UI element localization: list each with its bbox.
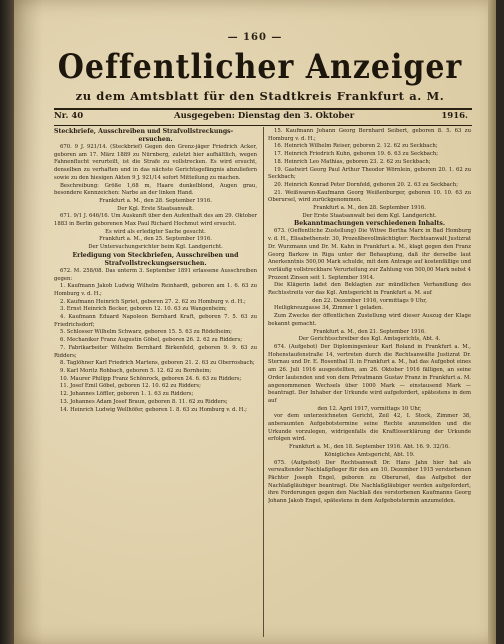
- paragraph: 20. Heinrich Konrad Peter Dornfeld, geboren 20. 2. 63 zu Seckbach;: [274, 181, 458, 188]
- paragraph: 17. Heinrich Friedrich Kuhn, geboren 19. 6. 63 zu Seckbach;: [274, 151, 439, 158]
- paragraph: 1. Kaufmann Jakob Ludwig Wilhelm Reinhardt, geboren am 1. 6. 63 zu Homburg v. d. H.;: [54, 283, 257, 297]
- page-edge: [488, 0, 496, 644]
- signature-line: Der Kgl. Erste Staatsanwalt.: [117, 205, 194, 212]
- paragraph: 2. Kaufmann Heinrich Spriet, geboren 27. 2. 62 zu Homburg v. d. H.;: [60, 298, 246, 305]
- page-number: — 160 —: [227, 32, 283, 43]
- paragraph: 14. Heinrich Ludwig Wellhöfer, geboren 1. 8. 63 zu Homburg v. d. H.;: [60, 406, 247, 413]
- header-bottom-rule: [54, 125, 472, 126]
- paragraph: Heiligkreuzgasse 34, Zimmer 1 geladen.: [274, 305, 384, 312]
- paragraph: 672. M. 258/08. Das unterm 3. September 1891 erlassene Ausschreiben gegen:: [54, 267, 257, 282]
- paragraph: Die Klägerin ladet den Beklagten zur mündlichen Verhandlung des Rechtsstreits vor das Kgl. Amtsgericht in Frankfurt a. M. auf: [268, 282, 471, 297]
- paragraph: 12. Johannes Löffler, geboren 1. 1. 63 zu Ridders;: [60, 391, 194, 398]
- signature-line: Frankfurt a. M., den 28. September 1916.: [313, 205, 426, 212]
- masthead-subtitle: zu dem Amtsblatt für den Stadtkreis Frankfurt a. M.: [75, 89, 445, 103]
- signature-line: Königliches Amtsgericht, Abt. 19.: [324, 451, 415, 458]
- paragraph: 8. Taglöhner Karl Friedrich Martens, geboren 21. 2. 63 zu Oberrosbach;: [60, 360, 255, 367]
- signature-line: den 12. April 1917, vormittags 10 Uhr,: [317, 405, 422, 412]
- paragraph: 4. Kaufmann Eduard Napoleon Bernhard Kraft, geboren 7. 5. 63 zu Friedrichsdorf;: [54, 314, 257, 328]
- issue-date: Ausgegeben: Dienstag den 3. Oktober: [174, 111, 355, 121]
- signature-line: Frankfurt a. M., den 28. September 1916.: [99, 197, 212, 204]
- paragraph: 671. 9/1 J. 646/16. Um Auskunft über den Aufenthalt des am 29. Oktober 1883 in Berlin geborenen Max Paul Richard Hochmut wird ersucht.: [54, 213, 257, 228]
- signature-line: Frankfurt a. M., den 18. September 1916. Abt. 16. 9. 32/16.: [289, 444, 450, 451]
- paragraph: 5. Schlosser Wilhelm Schwarz, geboren 15. 5. 63 zu Rödelheim;: [60, 329, 232, 336]
- paragraph: Zum Zwecke der öffentlichen Zustellung wird dieser Auszug der Klage bekannt gemacht.: [268, 313, 471, 327]
- newspaper-page: [14, 0, 496, 644]
- left-column: [54, 128, 257, 414]
- signature-line: Der Gerichtsschreiber des Kgl. Amtsgerichts, Abt. 4.: [298, 336, 441, 343]
- signature-line: den 22. Dezember 1916, vormittags 9 Uhr,: [312, 297, 427, 304]
- signature-line: Es wird als erledigter Sache gesucht.: [105, 228, 206, 235]
- section-heading: Steckbriefe, Ausschreiben und Strafvollstreckungs-: [54, 128, 234, 135]
- paragraph: 21. Weißwaren-Kaufmann Georg Weißenburger, geboren 10. 10. 63 zu Oberursel, wird zurückgenommen.: [268, 189, 471, 204]
- masthead-title: Oeffentlicher Anzeiger: [57, 47, 463, 88]
- signature-line: Frankfurt a. M., den 25. September 1916.: [99, 236, 212, 243]
- paragraph: 9. Karl Moritz Rohbach, geboren 5. 12. 62 zu Bornheim;: [60, 367, 212, 374]
- issue-number: Nr. 40: [54, 111, 84, 121]
- paragraph: vor dem unterzeichneten Gericht, Zeil 42, I. Stock, Zimmer 38, anberaumten Aufgebotstermine seine Rechte anzumelden und die Urkunde vorzulegen, widrigenfalls die Kraftloserklärung der Urkunde erfolgen wird.: [268, 413, 471, 443]
- signature-line: Der Untersuchungsrichter beim Kgl. Landgericht.: [88, 244, 223, 251]
- paragraph: 15. Kaufmann Johann Georg Bernhard Seibert, geboren 8. 5. 63 zu Homburg v. d. H.;: [268, 128, 471, 142]
- section-heading: Erledigung von Steckbriefen, Ausschreiben und Strafvollstreckungsersuchen.: [72, 251, 239, 267]
- issue-info-line: [54, 111, 472, 125]
- paragraph: 670. 9 J. 921/14. (Steckbrief) Gegen den Grenz-jäger Friedrich Acker, geboren am 17. März 1889 zu Nürnberg, zuletzt hier aufhältlich, wegen Fahnenflucht verurteilt, ist die Strafe zu vollstrecken. Es wird ersucht, denselben zu verhaften und in das nächste Gerichtsgefängnis abzuliefern sowie zu den hiesigen Akten 9 J. 921/14 sofort Mitteilung zu machen.: [54, 144, 257, 181]
- book-binding: [0, 0, 14, 644]
- paragraph: 674. (Aufgebot) Der Diplomingenieur Karl Roland in Frankfurt a. M., Hohenstaufenstraße 14, vertreten durch die Rechtsanwälte Justizrat Dr. Sternau und Dr. E. Rosenthal II. in Frankfurt a. M., hat das Aufgebot eines am 26. Juli 1916 ausgestellten, am 26. Oktober 1916 fälligen, an seine Order lautenden und von dem Privatmann Gustav Franz in Frankfurt a. M. angenommenen Wechsels über 1000 Mark — einstausend Mark — beantragt. Der Inhaber der Urkunde wird aufgefordert, spätestens in dem auf: [268, 343, 471, 404]
- right-column: [268, 128, 471, 506]
- paragraph: 7. Fabrikarbeiter Wilhelm Bernhard Birkenfeld, geboren 9. 9. 63 zu Ridders;: [54, 344, 257, 359]
- paragraph: 673. (Oeffentliche Zustellung) Die Witwe Bertha Marx in Bad Homburg v. d. H., Elisabethenstr. 30, Prozeßbevollmächtigter: Rechtsanwalt Justizrat Dr. Wurzmann und Dr. M. Kahn in Frankfurt a. M., klagt gegen den Franz Georg Barkow in Riga unter der Behauptung, daß ihr derselbe laut Anerkenntnis 500,00 Mark schulde, mit dem Antrage auf kostenfällige und vorläufig vollstreckbare Verurteilung zur Zahlung von 500,00 Mark nebst 4 Prozent Zinsen seit 1. September 1914.: [268, 228, 471, 281]
- paragraph: 11. Josef Emil Göbel, geboren 12. 10. 62 zu Ridders;: [60, 383, 201, 390]
- signature-line: Frankfurt a. M., den 21. September 1916.: [313, 328, 426, 335]
- paragraph: 675. (Aufgebot) Der Rechtsanwalt Dr. Hans Jahn hier hat als verwaltender Nachlaßpfleger für den am 10. Dezember 1915 verstorbenen Pächter Joseph Engel, geboren zu Oberursel, das Aufgebot der Nachlaßgläubiger beantragt. Die Nachlaßgläubiger werden aufgefordert, ihre Forderungen gegen den Nachlaß des verstorbenen Kaufmanns Georg Johann Jakob Engel, spätestens in dem Aufgebotstermin anzumelden.: [268, 459, 471, 505]
- paragraph: Beschreibung: Größe 1,68 m, Haare dunkelblond, Augen grau, besondere Kennzeichen: Narbe an der linken Hand.: [54, 182, 257, 197]
- paragraph: 16. Heinrich Wilhelm Reiser, geboren 2. 12. 62 zu Seckbach;: [274, 143, 438, 150]
- paragraph: 6. Mechaniker Franz Augustin Göbel, geboren 26. 2. 62 zu Ridders;: [60, 337, 243, 344]
- section-heading: ersuchen.: [138, 136, 173, 143]
- signature-line: Der Erste Staatsanwalt bei dem Kgl. Landgericht.: [302, 212, 437, 219]
- paragraph: 18. Heinrich Leo Mathias, geboren 23. 2. 62 zu Seckbach;: [274, 158, 431, 165]
- issue-year: 1916.: [441, 111, 468, 121]
- top-rule: [54, 108, 472, 110]
- paragraph: 3. Ernst Heinrich Becker, geboren 12. 10. 63 zu Wangenheim;: [60, 306, 227, 313]
- section-heading: Bekanntmachungen verschiedenen Inhalts.: [294, 220, 445, 228]
- column-separator: [263, 127, 264, 637]
- paragraph: 10. Maurer Philipp Franz Schönrock, geboren 24. 6. 63 zu Ridders;: [60, 375, 242, 382]
- paragraph: 13. Johannes Adam Josef Braun, geboren 8. 11. 62 zu Ridders;: [60, 398, 228, 405]
- paragraph: 19. Gastwirt Georg Paul Arthur Theodor Wörnlein, geboren 20. 1. 62 zu Seckbach;: [268, 166, 471, 181]
